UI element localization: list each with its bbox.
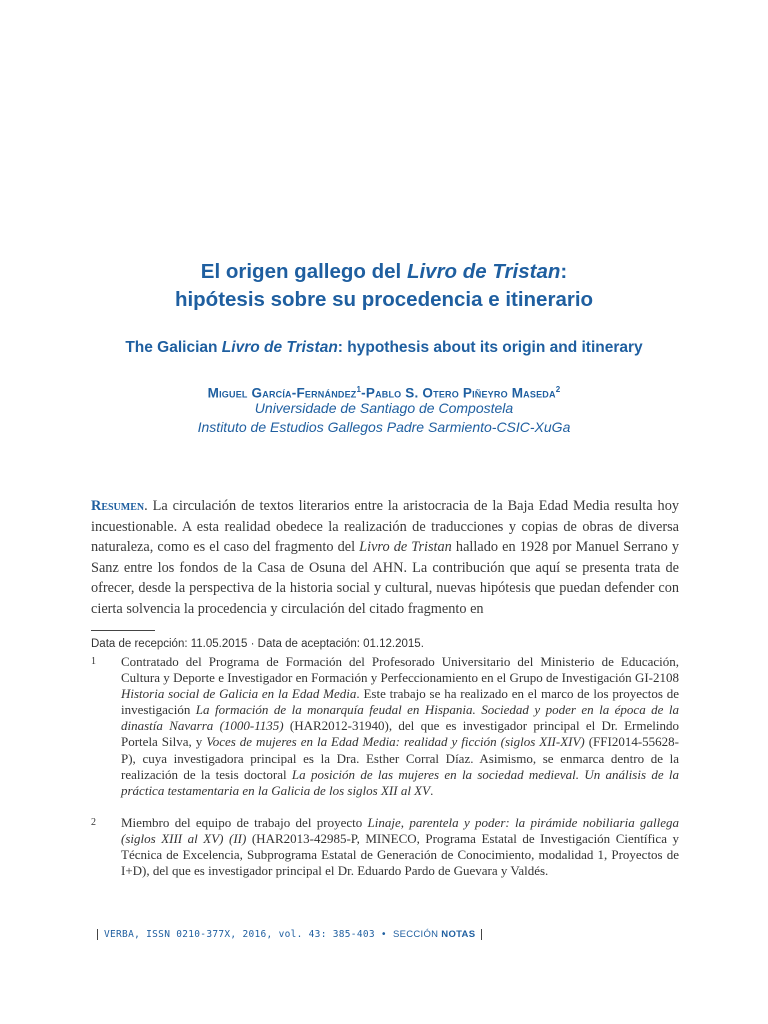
title-line-2: hipótesis sobre su procedencia e itinerario [174, 288, 594, 311]
footer-journal: VERBA, ISSN 0210-377X, 2016, vol. 43: 385-403 [104, 929, 375, 940]
author-1: Miguel García-Fernández [207, 385, 357, 401]
footnote-segment: Miembro del equipo de trabajo del proyecto [121, 815, 368, 830]
title-text: El origen gallego del [200, 260, 407, 283]
footnote-segment: Contratado del Programa de Formación del Profesorado Universitario del Ministerio de Educación, Cultura y Deporte e Investigador en Formación y Perfeccionamiento en el Grupo de Investigación GI-2108 [121, 654, 679, 686]
abstract [91, 496, 679, 620]
footnote-divider [91, 630, 155, 631]
title-work-name: Livro de Tristan [406, 260, 561, 283]
footnote-text [121, 654, 679, 799]
footnote-number: 1 [91, 656, 96, 667]
abstract-label: Resumen [91, 498, 145, 514]
author-separator: - [361, 385, 366, 401]
footnote-italic: Linaje, parentela y poder: la pirámide nobiliaria gallega (siglos XIII al XV) (II) [121, 815, 680, 847]
footer-section-label: SECCIÓN [392, 929, 442, 940]
footnote-2 [91, 815, 679, 879]
footnote-segment: (HAR2013-42985-P, MINECO, Programa Estatal de Investigación Científica y Técnica de Excelencia, Subprograma Estatal de Generación de Conocimiento, modalidad 1, Proyectos de I+D), del que es investigador principal el Dr. Eduardo Pardo de Guevara y Valdés. [121, 831, 679, 879]
footnote-1 [91, 654, 679, 799]
title-line-1 [40, 258, 728, 286]
author-2-footnote-mark[interactable]: 2 [555, 385, 561, 394]
footnote-segment: (HAR2012-31940), del que es investigador principal el Dr. Ermelindo Portela Silva, y [121, 718, 679, 750]
footer-section-name: NOTAS [441, 929, 476, 940]
abstract-work-name: Livro de Tristan [359, 539, 452, 556]
footnote-italic: Historia social de Galicia en la Edad Media [121, 686, 357, 702]
footnote-text [121, 815, 679, 879]
footnote-italic: Voces de mujeres en la Edad Media: realidad y ficción (siglos XII-XIV) [206, 734, 585, 750]
footnote-segment: (FFI2014-55628-P), cuya investigadora principal es la Dra. Esther Corral Díaz. Asimismo, se enmarca dentro de la realización de la tesis doctoral [121, 734, 680, 782]
article-title [40, 258, 728, 314]
footnote-italic: La posición de las mujeres en la sociedad medieval. Un análisis de la práctica testamentaria en la Galicia de los siglos XII al XV [121, 766, 680, 798]
footer-bar-right [481, 929, 482, 940]
title-colon: : [560, 260, 568, 283]
footer-dot: • [374, 929, 393, 940]
abstract-text-1: . La circulación de textos literarios entre la aristocracia de la Baja Edad Media resulta hoy incuestionable. A esta realidad obedece la realización de traducciones y copias de obras de diversa naturaleza, como es el caso del fragmento del [91, 498, 679, 556]
footnote-segment: . Este trabajo se ha realizado en el marco de los proyectos de investigación [121, 686, 679, 718]
affiliation-2: Instituto de Estudios Gallegos Padre Sarmiento-CSIC-XuGa [197, 419, 571, 435]
affiliation-1: Universidade de Santiago de Compostela [254, 400, 514, 416]
page-footer [91, 929, 488, 940]
title-en-rest: : hypothesis about its origin and itinerary [337, 339, 643, 356]
reception-dates: Data de recepción: 11.05.2015 · Data de aceptación: 01.12.2015. [91, 638, 424, 650]
footer-bar-left [97, 929, 98, 940]
article-title-english [40, 337, 728, 359]
footnote-number: 2 [91, 817, 96, 828]
footer-section [393, 929, 475, 940]
footnote-italic: La formación de la monarquía feudal en Hispania. Sociedad y poder en la época de la dinastía Navarra (1000-1135) [121, 702, 679, 734]
author-1-footnote-mark[interactable]: 1 [356, 385, 362, 394]
title-en-text: The Galician [125, 339, 222, 356]
abstract-text-2: hallado en 1928 por Manuel Serrano y Sanz entre los fondos de la Casa de Osuna del AHN. La contribución que aquí se presenta trata de ofrecer, desde la perspectiva de la historia social y cultural, nuevas hipótesis que puedan defender con cierta solvencia la procedencia y circulación del citado fragmento en [91, 539, 680, 617]
title-en-work-name: Livro de Tristan [221, 339, 338, 356]
footnote-segment: . [430, 782, 434, 798]
author-2: Pablo S. Otero Piñeyro Maseda [365, 385, 556, 401]
